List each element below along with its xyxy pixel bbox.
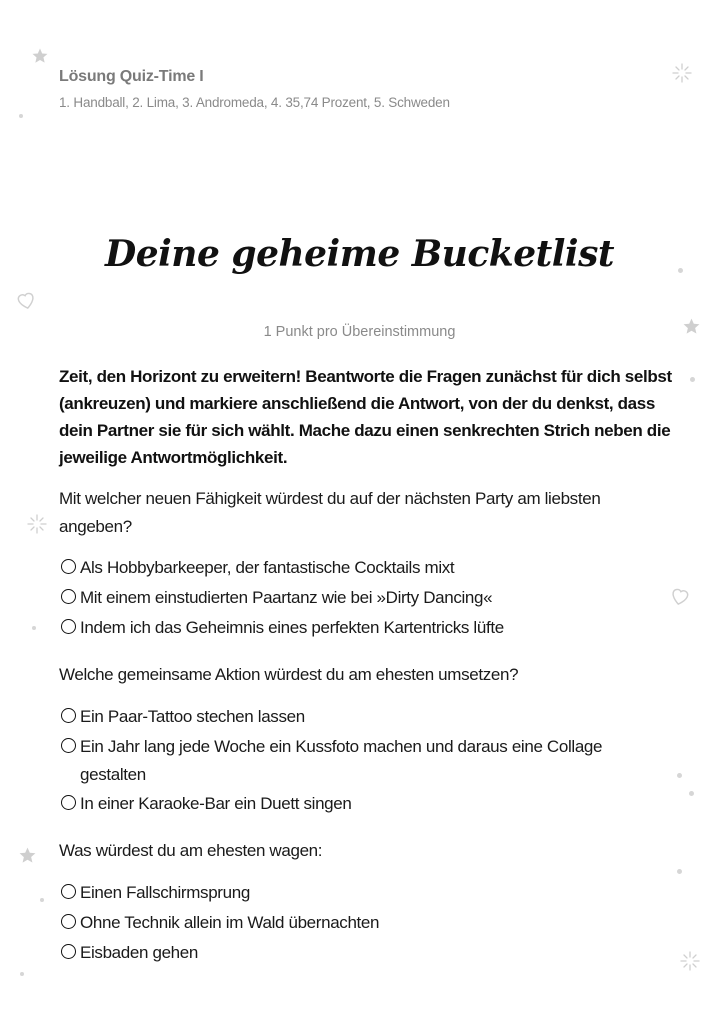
option-3-1[interactable]: [61, 879, 671, 907]
radio-circle-icon[interactable]: [61, 589, 76, 604]
radio-circle-icon[interactable]: [61, 708, 76, 723]
option-3-3[interactable]: [61, 939, 671, 967]
radio-circle-icon[interactable]: [61, 559, 76, 574]
option-label: Ein Jahr lang jede Woche ein Kussfoto machen und daraus eine Collage gestalten: [80, 737, 603, 784]
option-label: In einer Karaoke-Bar ein Duett singen: [80, 794, 352, 813]
option-2-2[interactable]: [61, 733, 671, 789]
option-label: Einen Fallschirmsprung: [80, 883, 250, 902]
dot-icon: [690, 377, 695, 382]
intro-paragraph: Zeit, den Horizont zu erweitern! Beantworte die Fragen zunächst für dich selbst (ankreuzen) und markiere anschließend die Antwort, von der du denkst, dass dein Partner sie für sich wählt. Mache dazu einen senkrechten Strich neben die jeweilige Antwortmöglichkeit.: [59, 367, 672, 467]
radio-circle-icon[interactable]: [61, 914, 76, 929]
radio-circle-icon[interactable]: [61, 884, 76, 899]
page-title: Deine geheime Bucketlist: [104, 233, 614, 275]
radio-circle-icon[interactable]: [61, 738, 76, 753]
option-label: Indem ich das Geheimnis eines perfekten Kartentricks lüfte: [80, 618, 504, 637]
question-3: Was würdest du am ehesten wagen:: [59, 841, 323, 860]
radio-circle-icon[interactable]: [61, 944, 76, 959]
star-icon: [18, 846, 37, 865]
dot-icon: [19, 114, 23, 118]
radio-circle-icon[interactable]: [61, 619, 76, 634]
solution-text: 1. Handball, 2. Lima, 3. Andromeda, 4. 35,74 Prozent, 5. Schweden: [59, 95, 450, 110]
option-label: Eisbaden gehen: [80, 943, 198, 962]
page-subtitle: 1 Punkt pro Übereinstimmung: [263, 324, 456, 340]
question-2: Welche gemeinsame Aktion würdest du am ehesten umsetzen?: [59, 665, 519, 684]
option-2-3[interactable]: [61, 790, 671, 818]
heart-icon: [15, 289, 37, 311]
option-1-3[interactable]: [61, 614, 671, 642]
option-3-2[interactable]: [61, 909, 671, 937]
solution-title: Lösung Quiz-Time I: [59, 68, 204, 85]
sparkle-icon: [27, 514, 47, 534]
option-label: Mit einem einstudierten Paartanz wie bei »Dirty Dancing«: [80, 588, 493, 607]
star-icon: [31, 47, 49, 65]
option-label: Als Hobbybarkeeper, der fantastische Cocktails mixt: [80, 558, 455, 577]
option-1-1[interactable]: [61, 554, 671, 582]
radio-circle-icon[interactable]: [61, 795, 76, 810]
sparkle-icon: [680, 951, 700, 971]
option-label: Ein Paar-Tattoo stechen lassen: [80, 707, 305, 726]
heart-icon: [669, 585, 691, 607]
dot-icon: [40, 898, 44, 902]
dot-icon: [677, 773, 682, 778]
option-1-2[interactable]: [61, 584, 671, 612]
dot-icon: [677, 869, 682, 874]
sparkle-icon: [672, 63, 692, 83]
question-1: Mit welcher neuen Fähigkeit würdest du auf der nächsten Party am liebsten angeben?: [59, 489, 601, 536]
dot-icon: [32, 626, 36, 630]
dot-icon: [689, 791, 694, 796]
dot-icon: [20, 972, 24, 976]
option-label: Ohne Technik allein im Wald übernachten: [80, 913, 380, 932]
option-2-1[interactable]: [61, 703, 671, 731]
